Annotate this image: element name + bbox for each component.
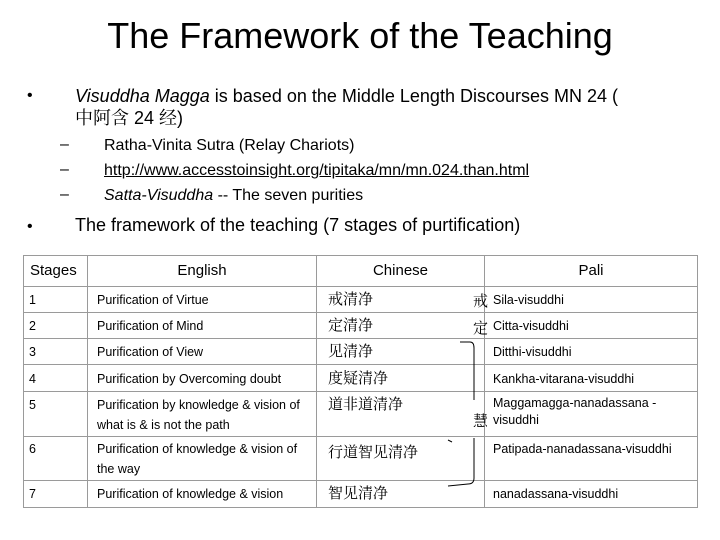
pali-cell: Ditthi-visuddhi — [485, 339, 698, 365]
stages-table — [23, 255, 698, 508]
chinese-cell: 智见清净 — [317, 481, 485, 508]
pali-cell: Maggamagga-nanadassana -visuddhi — [485, 392, 698, 437]
stage-cell: 1 — [24, 287, 88, 313]
chinese-cell: 行道智见清净 — [317, 437, 485, 481]
stage-cell: 6 — [24, 437, 88, 481]
sub-item-1-text: Ratha-Vinita Sutra (Relay Chariots) — [104, 137, 355, 154]
group-mark-panna: 慧 — [473, 413, 489, 430]
pali-cell: Sila-visuddhi — [485, 287, 698, 313]
header-english: English — [88, 256, 317, 287]
chinese-cell: 戒清净 — [317, 287, 485, 313]
stage-cell: 2 — [24, 313, 88, 339]
pali-cell: Citta-visuddhi — [485, 313, 698, 339]
chinese-cell: 度疑清净 — [317, 365, 485, 392]
english-cell: Purification by Overcoming doubt — [88, 365, 317, 392]
stage-cell: 3 — [24, 339, 88, 365]
sub-item-3-text — [104, 186, 363, 206]
english-cell: Purification by knowledge & vision of what is & is not the path — [88, 392, 317, 437]
group-mark-samadhi: 定 — [473, 320, 489, 337]
sub-item-2-dash: – — [60, 161, 69, 178]
pali-cell: Kankha-vitarana-visuddhi — [485, 365, 698, 392]
table-row — [24, 313, 698, 339]
header-pali: Pali — [485, 256, 698, 287]
chinese-cell: 见清净 — [317, 339, 485, 365]
stage-cell: 4 — [24, 365, 88, 392]
chinese-cell: 定清净 — [317, 313, 485, 339]
header-stages: Stages — [24, 256, 88, 287]
stage-cell: 7 — [24, 481, 88, 508]
pali-cell: Patipada-nanadassana-visuddhi — [485, 437, 698, 481]
sub-item-3-dash: – — [60, 186, 69, 203]
sub-item-3-rest: -- The seven purities — [213, 187, 364, 204]
bullet-1-italic: Visuddha Magga — [75, 86, 210, 106]
english-cell: Purification of knowledge & vision of the way — [88, 437, 317, 481]
table-row — [24, 481, 698, 508]
bullet-1-rest: is based on the Middle Length Discourses MN 24 ( — [209, 86, 618, 106]
header-chinese: Chinese — [317, 256, 485, 287]
bullet-1-text — [75, 85, 618, 107]
page-title: The Framework of the Teaching — [107, 15, 613, 56]
stage-cell: 5 — [24, 392, 88, 437]
table-row — [24, 339, 698, 365]
table-row — [24, 392, 698, 437]
bullet-2-marker: • — [27, 218, 33, 235]
bullet-2-text: The framework of the teaching (7 stages of purtification) — [75, 215, 521, 235]
group-mark-sila: 戒 — [473, 293, 489, 310]
sub-item-1-dash: – — [60, 136, 69, 153]
table-row — [24, 365, 698, 392]
table-row — [24, 287, 698, 313]
english-cell: Purification of View — [88, 339, 317, 365]
panna-brace — [440, 330, 480, 510]
english-cell: Purification of knowledge & vision — [88, 481, 317, 508]
chinese-cell: 道非道清净 — [317, 392, 485, 437]
sutta-link[interactable]: http://www.accesstoinsight.org/tipitaka/mn/mn.024.than.html — [104, 162, 530, 179]
pali-cell: nanadassana-visuddhi — [485, 481, 698, 508]
english-cell: Purification of Virtue — [88, 287, 317, 313]
sub-item-3-italic: Satta-Visuddha — [104, 187, 214, 204]
bullet-1-line2: 中阿含 24 经) — [75, 108, 184, 128]
table-row — [24, 437, 698, 481]
table-header-row — [24, 256, 698, 287]
english-cell: Purification of Mind — [88, 313, 317, 339]
bullet-1-marker: • — [27, 87, 33, 104]
